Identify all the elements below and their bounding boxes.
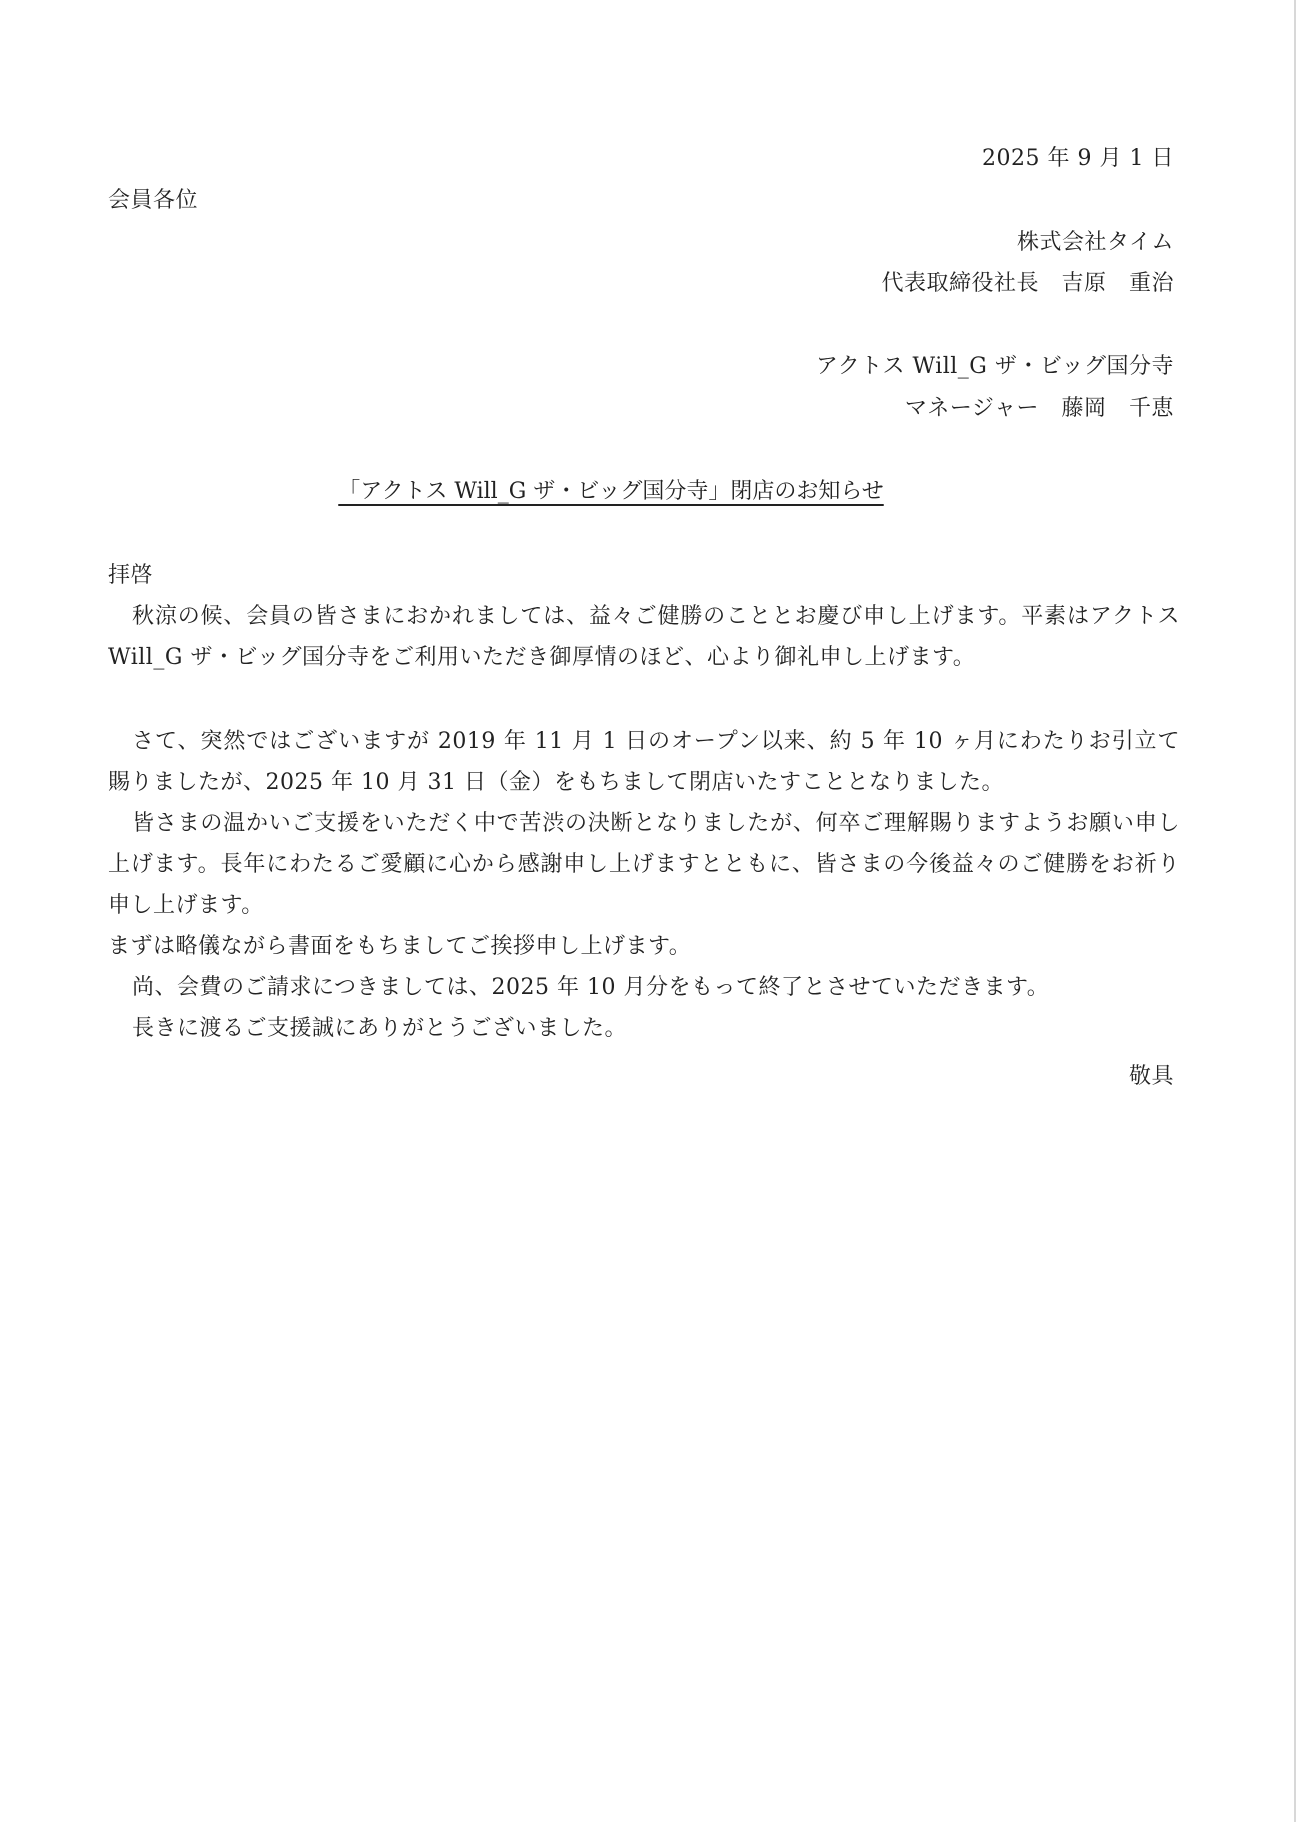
letter-date: 2025 年 9 月 1 日	[982, 146, 1174, 171]
paragraph-5: 尚、会費のご請求につきましては、2025 年 10 月分をもって終了とさせていただきます。	[132, 975, 1050, 1000]
store-name: アクトス Will_G ザ・ビッグ国分寺	[815, 354, 1174, 379]
paragraph-6: 長きに渡るご支援誠にありがとうございました。	[132, 1016, 628, 1041]
paragraph-4: まずは略儀ながら書面をもちましてご挨拶申し上げます。	[108, 934, 692, 959]
manager-name: マネージャー 藤岡 千恵	[904, 396, 1174, 421]
notice-title-wrap	[0, 481, 1296, 503]
company-name: 株式会社タイム	[1016, 230, 1174, 255]
opening-salutation: 拝啓	[108, 563, 154, 588]
notice-title: 「アクトス Will_G ザ・ビッグ国分寺」閉店のお知らせ	[338, 479, 884, 504]
addressee: 会員各位	[108, 188, 199, 213]
paragraph-greeting	[108, 596, 1180, 678]
ceo-name: 代表取締役社長 吉原 重治	[881, 271, 1174, 296]
paragraph-3: 皆さまの温かいご支援をいただく中で苦渋の決断となりましたが、何卒ご理解賜りますようお願い申し上げます。長年にわたるご愛顧に心から感謝申し上げますとともに、皆さまの今後益々のご健勝をお祈り申し上げます。	[108, 811, 1180, 918]
closing-salutation: 敬具	[1128, 1064, 1174, 1089]
paragraph-1: 秋涼の候、会員の皆さまにおかれましては、益々ご健勝のこととお慶び申し上げます。平素はアクトス Will_G ザ・ビッグ国分寺をご利用いただき御厚情のほど、心より御礼申し上げます。	[108, 604, 1180, 670]
paragraph-2: さて、突然ではございますが 2019 年 11 月 1 日のオープン以来、約 5 年 10 ヶ月にわたりお引立て賜りましたが、2025 年 10 月 31 日（金）をもちまして閉店いたすこととなりました。	[108, 729, 1180, 795]
paragraph-closure-block	[108, 721, 1180, 1049]
